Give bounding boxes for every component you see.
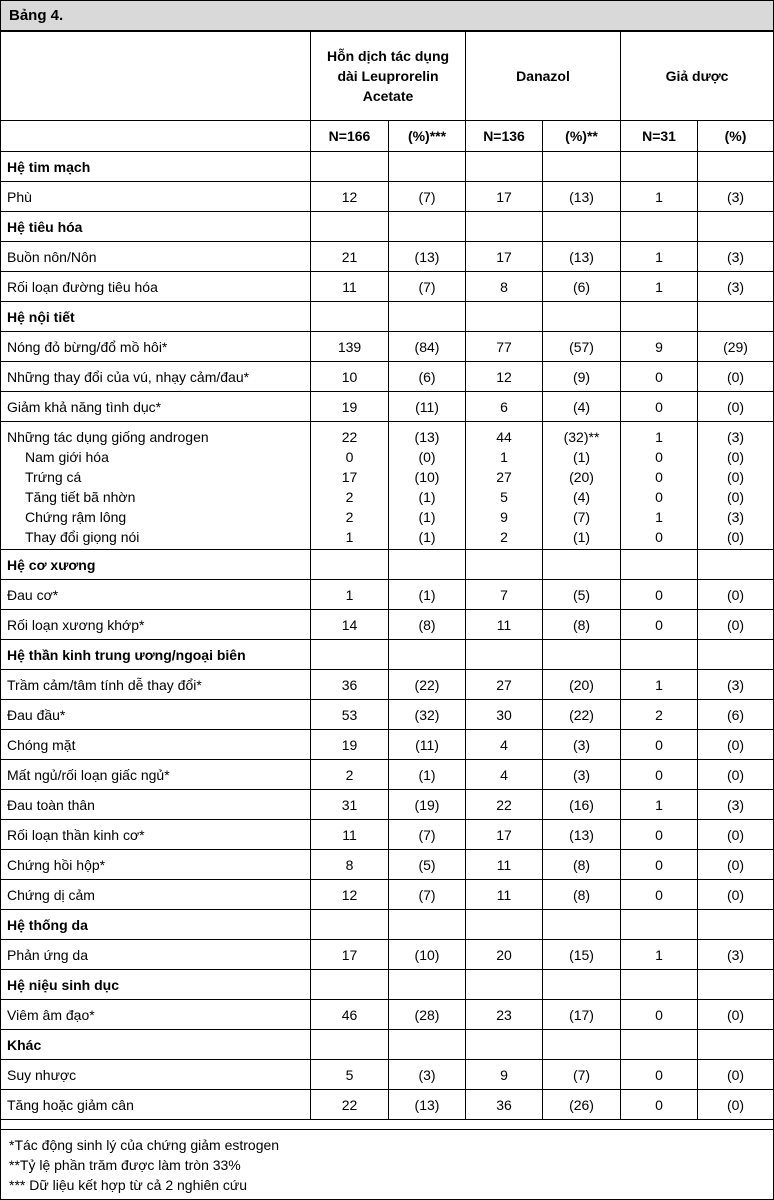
empty-cell	[621, 640, 698, 670]
value-cell: 2	[311, 760, 389, 790]
value-cell: 46	[311, 1000, 389, 1030]
value-line: 1	[345, 529, 354, 545]
value-cell: (20)	[543, 670, 621, 700]
value-cell: 27	[466, 670, 543, 700]
value-cell: 8	[311, 850, 389, 880]
table-row	[1, 1000, 774, 1030]
empty-cell	[389, 212, 466, 242]
value-cell: (26)	[543, 1090, 621, 1120]
header-group-placebo: Giả dược	[621, 32, 774, 121]
empty-cell	[698, 1030, 774, 1060]
value-cell: 5	[311, 1060, 389, 1090]
value-cell: 11	[466, 610, 543, 640]
empty-cell	[698, 970, 774, 1000]
table-row	[1, 730, 774, 760]
value-cell: (10)	[389, 940, 466, 970]
value-cell: 0	[621, 850, 698, 880]
value-cell-group	[543, 422, 621, 550]
footnote: **Tỷ lệ phần trăm được làm tròn 33%	[9, 1157, 241, 1173]
section-row	[1, 1030, 774, 1060]
value-cell: (13)	[543, 182, 621, 212]
value-cell: 17	[466, 242, 543, 272]
row-label: Phản ứng da	[1, 940, 311, 970]
value-cell: (57)	[543, 332, 621, 362]
header-row-groups	[1, 32, 774, 121]
value-cell: (6)	[543, 272, 621, 302]
table-row	[1, 242, 774, 272]
empty-cell	[389, 970, 466, 1000]
value-cell: (8)	[389, 610, 466, 640]
empty-cell	[311, 550, 389, 580]
value-cell: (16)	[543, 790, 621, 820]
value-cell: 1	[621, 940, 698, 970]
value-line: (0)	[726, 449, 745, 465]
value-cell: 6	[466, 392, 543, 422]
value-line: 1	[655, 429, 663, 445]
section-label: Hệ thần kinh trung ương/ngoại biên	[1, 640, 311, 670]
section-label: Hệ tiêu hóa	[1, 212, 311, 242]
empty-cell	[389, 302, 466, 332]
value-cell-group	[311, 422, 389, 550]
empty-cell	[621, 302, 698, 332]
value-cell: (0)	[698, 880, 774, 910]
value-cell: (5)	[543, 580, 621, 610]
table-row	[1, 272, 774, 302]
header-sub-cell: (%)***	[389, 121, 466, 152]
empty-cell	[698, 640, 774, 670]
value-line: (1)	[418, 509, 436, 525]
section-row	[1, 970, 774, 1000]
value-line: (1)	[572, 529, 591, 545]
table-row	[1, 610, 774, 640]
value-cell: 20	[466, 940, 543, 970]
row-label-group	[1, 422, 311, 550]
header-group-danazol: Danazol	[466, 32, 621, 121]
value-cell: 17	[466, 820, 543, 850]
value-cell: 1	[621, 242, 698, 272]
empty-cell	[466, 152, 543, 182]
value-cell: 19	[311, 730, 389, 760]
section-row	[1, 152, 774, 182]
value-cell: (3)	[698, 242, 774, 272]
value-cell: (22)	[389, 670, 466, 700]
value-cell: 8	[466, 272, 543, 302]
value-line: 1	[500, 449, 508, 465]
value-cell: (11)	[389, 392, 466, 422]
value-cell: (9)	[543, 362, 621, 392]
value-cell: 1	[621, 182, 698, 212]
value-cell: (8)	[543, 880, 621, 910]
section-row	[1, 302, 774, 332]
value-cell: (3)	[389, 1060, 466, 1090]
value-cell: 0	[621, 730, 698, 760]
sub-row-label: Nam giới hóa	[25, 449, 109, 465]
header-empty-cell	[1, 32, 311, 121]
empty-cell	[621, 910, 698, 940]
section-label: Khác	[1, 1030, 311, 1060]
empty-cell	[311, 212, 389, 242]
value-cell: (19)	[389, 790, 466, 820]
table-row	[1, 880, 774, 910]
value-cell: 4	[466, 760, 543, 790]
value-cell: 2	[621, 700, 698, 730]
value-cell: (17)	[543, 1000, 621, 1030]
row-label: Những thay đổi của vú, nhạy cảm/đau*	[1, 362, 311, 392]
header-sub-cell: N=166	[311, 121, 389, 152]
value-line: (1)	[418, 529, 436, 545]
header-group-leuprorelin: Hỗn dịch tác dụng dài Leuprorelin Acetate	[311, 32, 466, 121]
table-row	[1, 392, 774, 422]
empty-cell	[698, 212, 774, 242]
section-row	[1, 910, 774, 940]
value-line: (0)	[418, 449, 436, 465]
row-label: Chứng hồi hộp*	[1, 850, 311, 880]
value-cell: 77	[466, 332, 543, 362]
value-cell: 0	[621, 760, 698, 790]
value-cell: (0)	[698, 1090, 774, 1120]
header-sub-cell: (%)**	[543, 121, 621, 152]
row-label: Đau cơ*	[1, 580, 311, 610]
value-cell: 21	[311, 242, 389, 272]
value-cell: 22	[466, 790, 543, 820]
value-line: (20)	[569, 469, 594, 485]
value-cell: (13)	[543, 242, 621, 272]
row-label: Rối loạn thần kinh cơ*	[1, 820, 311, 850]
value-cell-group	[389, 422, 466, 550]
value-cell: (4)	[543, 392, 621, 422]
value-cell: 0	[621, 880, 698, 910]
value-cell: (3)	[698, 790, 774, 820]
value-cell: 11	[311, 820, 389, 850]
value-line: 2	[500, 529, 508, 545]
section-label: Hệ niệu sinh dục	[1, 970, 311, 1000]
value-cell: (0)	[698, 850, 774, 880]
value-line: 0	[655, 489, 663, 505]
table-title: Bảng 4.	[1, 1, 773, 31]
value-cell: 0	[621, 392, 698, 422]
value-cell: (0)	[698, 392, 774, 422]
value-line: (1)	[418, 489, 436, 505]
empty-cell	[311, 152, 389, 182]
empty-cell	[311, 302, 389, 332]
empty-cell	[543, 302, 621, 332]
empty-cell	[311, 970, 389, 1000]
empty-cell	[698, 550, 774, 580]
table-row	[1, 850, 774, 880]
value-line: 0	[655, 449, 663, 465]
footnote: *Tác động sinh lý của chứng giảm estrogen	[9, 1137, 280, 1153]
empty-cell	[389, 640, 466, 670]
value-line: (0)	[726, 489, 745, 505]
value-cell: 14	[311, 610, 389, 640]
value-cell: (11)	[389, 730, 466, 760]
table-row	[1, 940, 774, 970]
value-line: (7)	[572, 509, 591, 525]
value-cell: 36	[466, 1090, 543, 1120]
value-cell: 0	[621, 1090, 698, 1120]
value-cell: (0)	[698, 1060, 774, 1090]
sub-row-label: Trứng cá	[25, 469, 82, 485]
row-label: Những tác dụng giống androgen	[7, 429, 209, 445]
value-cell: 0	[621, 362, 698, 392]
empty-cell	[466, 550, 543, 580]
empty-cell	[543, 550, 621, 580]
value-cell: (13)	[389, 1090, 466, 1120]
value-cell: (7)	[389, 182, 466, 212]
value-cell: (13)	[543, 820, 621, 850]
row-label: Tăng hoặc giảm cân	[1, 1090, 311, 1120]
value-cell: (0)	[698, 580, 774, 610]
value-cell: (3)	[543, 730, 621, 760]
value-line: 1	[655, 509, 663, 525]
row-label: Đau toàn thân	[1, 790, 311, 820]
empty-cell	[389, 910, 466, 940]
table-row	[1, 760, 774, 790]
value-cell: (3)	[698, 940, 774, 970]
value-cell: 11	[311, 272, 389, 302]
header-sub-cell: N=31	[621, 121, 698, 152]
value-cell: (7)	[389, 820, 466, 850]
empty-cell	[389, 550, 466, 580]
value-line: 0	[655, 469, 663, 485]
value-cell: (32)	[389, 700, 466, 730]
value-cell: 12	[466, 362, 543, 392]
empty-cell	[698, 302, 774, 332]
empty-cell	[311, 910, 389, 940]
table-row	[1, 182, 774, 212]
table-body	[1, 152, 774, 1120]
value-cell: (8)	[543, 610, 621, 640]
empty-cell	[466, 970, 543, 1000]
empty-cell	[543, 152, 621, 182]
empty-cell	[543, 212, 621, 242]
empty-cell	[621, 1030, 698, 1060]
table-row	[1, 790, 774, 820]
empty-cell	[466, 1030, 543, 1060]
value-line: 2	[345, 489, 354, 505]
adverse-events-table	[0, 31, 774, 1120]
empty-cell	[466, 910, 543, 940]
value-line: (3)	[726, 429, 745, 445]
value-cell: (28)	[389, 1000, 466, 1030]
row-label: Rối loạn đường tiêu hóa	[1, 272, 311, 302]
value-cell: (1)	[389, 580, 466, 610]
table-row	[1, 362, 774, 392]
table-row	[1, 820, 774, 850]
value-cell: (84)	[389, 332, 466, 362]
value-cell: 19	[311, 392, 389, 422]
row-label: Viêm âm đạo*	[1, 1000, 311, 1030]
header-row-subcolumns	[1, 121, 774, 152]
value-line: (32)**	[563, 429, 600, 445]
value-line: (1)	[572, 449, 591, 465]
value-cell: (3)	[698, 182, 774, 212]
row-label: Nóng đỏ bừng/đổ mồ hôi*	[1, 332, 311, 362]
value-cell: (0)	[698, 362, 774, 392]
empty-cell	[543, 640, 621, 670]
value-cell: (15)	[543, 940, 621, 970]
value-cell: 12	[311, 182, 389, 212]
row-label: Giảm khả năng tình dục*	[1, 392, 311, 422]
section-row	[1, 550, 774, 580]
empty-cell	[311, 640, 389, 670]
value-cell: 10	[311, 362, 389, 392]
value-cell: 53	[311, 700, 389, 730]
value-cell: 11	[466, 880, 543, 910]
value-cell: (0)	[698, 820, 774, 850]
value-cell: 11	[466, 850, 543, 880]
value-cell: (6)	[389, 362, 466, 392]
value-cell: 17	[311, 940, 389, 970]
empty-cell	[621, 152, 698, 182]
value-cell: 31	[311, 790, 389, 820]
empty-cell	[543, 1030, 621, 1060]
value-line: 9	[500, 509, 508, 525]
table-row	[1, 332, 774, 362]
table-row	[1, 580, 774, 610]
value-line: (4)	[572, 489, 591, 505]
empty-cell	[621, 212, 698, 242]
value-cell: 36	[311, 670, 389, 700]
empty-cell	[311, 1030, 389, 1060]
value-cell: 1	[311, 580, 389, 610]
value-cell: (13)	[389, 242, 466, 272]
value-line: (0)	[726, 529, 745, 545]
empty-cell	[466, 640, 543, 670]
empty-cell	[389, 1030, 466, 1060]
value-cell: 22	[311, 1090, 389, 1120]
empty-cell	[466, 302, 543, 332]
value-cell-group	[621, 422, 698, 550]
row-label: Chứng dị cảm	[1, 880, 311, 910]
value-cell: 0	[621, 1060, 698, 1090]
empty-cell	[543, 910, 621, 940]
value-cell: 9	[466, 1060, 543, 1090]
empty-cell	[543, 970, 621, 1000]
value-cell: (5)	[389, 850, 466, 880]
value-line: 2	[345, 509, 354, 525]
value-cell: (0)	[698, 760, 774, 790]
empty-cell	[466, 212, 543, 242]
value-cell: (8)	[543, 850, 621, 880]
value-line: (10)	[414, 469, 440, 485]
value-cell: (7)	[543, 1060, 621, 1090]
empty-cell	[389, 152, 466, 182]
value-cell: 12	[311, 880, 389, 910]
empty-cell	[698, 910, 774, 940]
header-sub-cell: N=136	[466, 121, 543, 152]
value-cell: (6)	[698, 700, 774, 730]
row-label: Buồn nôn/Nôn	[1, 242, 311, 272]
value-line: 44	[496, 429, 512, 445]
value-cell: (22)	[543, 700, 621, 730]
value-cell: (0)	[698, 610, 774, 640]
value-line: 22	[341, 429, 358, 445]
empty-cell	[621, 970, 698, 1000]
value-cell: 0	[621, 580, 698, 610]
section-row	[1, 212, 774, 242]
value-cell: 30	[466, 700, 543, 730]
value-cell: 139	[311, 332, 389, 362]
footnote: *** Dữ liệu kết hợp từ cả 2 nghiên cứu	[9, 1177, 248, 1193]
row-label: Phù	[1, 182, 311, 212]
row-label: Đau đầu*	[1, 700, 311, 730]
header-empty-cell	[1, 121, 311, 152]
value-cell: (1)	[389, 760, 466, 790]
table-row	[1, 700, 774, 730]
value-cell: 23	[466, 1000, 543, 1030]
row-label: Suy nhược	[1, 1060, 311, 1090]
value-line: (13)	[414, 429, 440, 445]
section-row	[1, 640, 774, 670]
section-label: Hệ thống da	[1, 910, 311, 940]
value-cell: (7)	[389, 880, 466, 910]
sub-row-label: Chứng rậm lông	[25, 509, 127, 525]
section-label: Hệ cơ xương	[1, 550, 311, 580]
value-cell-group	[698, 422, 774, 550]
value-cell-group	[466, 422, 543, 550]
empty-cell	[621, 550, 698, 580]
row-label: Chóng mặt	[1, 730, 311, 760]
header-sub-cell: (%)	[698, 121, 774, 152]
value-cell: 9	[621, 332, 698, 362]
row-label: Trầm cảm/tâm tính dễ thay đổi*	[1, 670, 311, 700]
value-line: 0	[655, 529, 663, 545]
value-cell: (7)	[389, 272, 466, 302]
row-label: Rối loạn xương khớp*	[1, 610, 311, 640]
value-cell: (3)	[698, 272, 774, 302]
section-label: Hệ tim mạch	[1, 152, 311, 182]
value-line: 5	[500, 489, 508, 505]
value-line: (3)	[726, 509, 745, 525]
table-row-group	[1, 422, 774, 550]
value-cell: 1	[621, 272, 698, 302]
value-cell: (29)	[698, 332, 774, 362]
value-line: 17	[341, 469, 358, 485]
value-cell: 17	[466, 182, 543, 212]
table-row	[1, 1090, 774, 1120]
value-cell: 1	[621, 790, 698, 820]
value-line: 27	[496, 469, 512, 485]
value-cell: (0)	[698, 730, 774, 760]
section-label: Hệ nội tiết	[1, 302, 311, 332]
footnotes	[1, 1129, 773, 1200]
table-row	[1, 670, 774, 700]
value-cell: 0	[621, 820, 698, 850]
empty-cell	[698, 152, 774, 182]
sub-row-label: Tăng tiết bã nhờn	[25, 489, 136, 505]
sub-row-label: Thay đổi giọng nói	[25, 529, 140, 545]
value-cell: 7	[466, 580, 543, 610]
value-cell: 0	[621, 1000, 698, 1030]
value-cell: (0)	[698, 1000, 774, 1030]
table-row	[1, 1060, 774, 1090]
value-cell: 1	[621, 670, 698, 700]
value-line: (0)	[726, 469, 745, 485]
value-cell: 4	[466, 730, 543, 760]
row-label: Mất ngủ/rối loạn giấc ngủ*	[1, 760, 311, 790]
value-line: 0	[345, 449, 354, 465]
value-cell: 0	[621, 610, 698, 640]
value-cell: (3)	[698, 670, 774, 700]
value-cell: (3)	[543, 760, 621, 790]
